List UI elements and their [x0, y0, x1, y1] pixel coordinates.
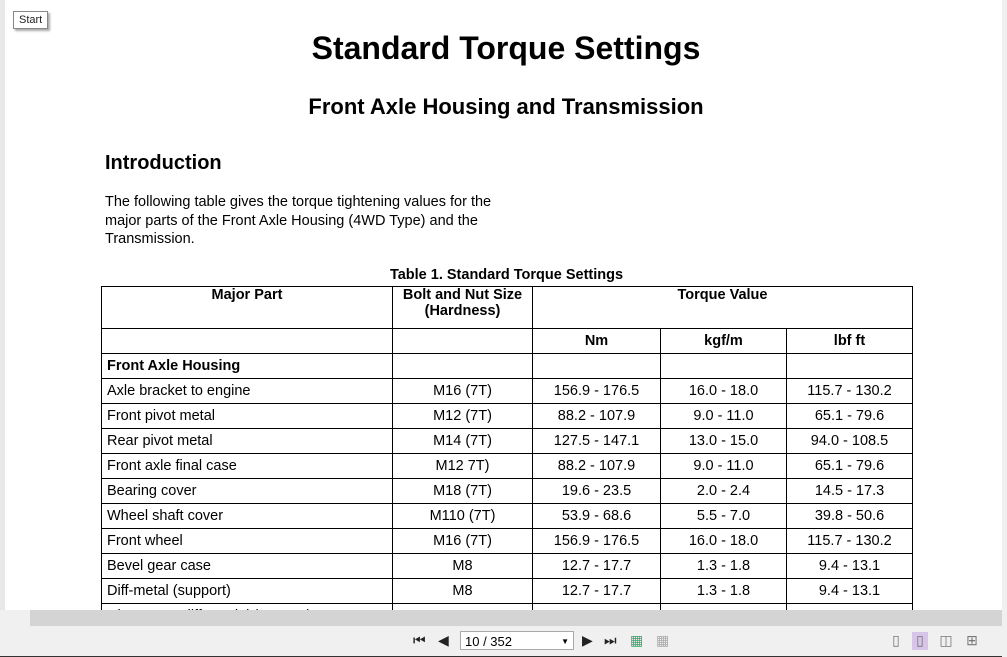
bolt-cell: M12 (7T) — [393, 404, 533, 429]
kgf-cell: 1.3 - 1.8 — [661, 554, 787, 579]
lbf-cell: 115.7 - 130.2 — [787, 379, 913, 404]
bolt-cell: M110 (7T) — [393, 504, 533, 529]
table-row — [102, 429, 913, 454]
kgf-cell: 16.0 - 18.0 — [661, 529, 787, 554]
lbf-cell: 39.8 - 50.6 — [787, 504, 913, 529]
lbf-cell: 14.5 - 17.3 — [787, 479, 913, 504]
part-cell: Wheel shaft cover — [102, 504, 393, 529]
nm-cell: 88.2 - 107.9 — [533, 404, 661, 429]
part-cell: Front wheel — [102, 529, 393, 554]
part-cell: Diff-metal (support) — [102, 579, 393, 604]
lbf-cell: 94.0 - 108.5 — [787, 429, 913, 454]
bolt-cell: M8 — [393, 554, 533, 579]
header-lbf: lbf ft — [787, 329, 913, 354]
lbf-cell: 65.1 - 79.6 — [787, 404, 913, 429]
nm-cell: 12.7 - 17.7 — [533, 579, 661, 604]
lbf-cell: 65.1 - 79.6 — [787, 454, 913, 479]
kgf-cell: 5.5 - 7.0 — [661, 504, 787, 529]
kgf-cell: 9.0 - 11.0 — [661, 454, 787, 479]
two-page-view-icon[interactable]: ◫ — [939, 632, 953, 648]
header-nm: Nm — [533, 329, 661, 354]
table-row — [102, 529, 913, 554]
fit-page-icon[interactable]: ▦ — [630, 632, 644, 648]
next-page-icon[interactable]: ▶ — [582, 632, 593, 648]
bolt-cell: M16 (7T) — [393, 529, 533, 554]
torque-table — [101, 286, 913, 629]
part-cell: Front axle final case — [102, 454, 393, 479]
start-button[interactable]: Start — [13, 11, 48, 29]
section-heading: Introduction — [105, 152, 222, 174]
page-selector[interactable] — [460, 631, 574, 650]
bolt-cell: M16 (7T) — [393, 379, 533, 404]
nm-cell: 88.2 - 107.9 — [533, 454, 661, 479]
page-subtitle: Front Axle Housing and Transmission — [308, 94, 704, 119]
bolt-cell: M14 (7T) — [393, 429, 533, 454]
nm-cell: 19.6 - 23.5 — [533, 479, 661, 504]
lbf-cell: 9.4 - 13.1 — [787, 554, 913, 579]
intro-text: The following table gives the torque tightening values for the major parts of the Front Axle Housing (4WD Type) and the Transmission. — [105, 194, 492, 247]
prev-page-icon[interactable]: ◀ — [438, 632, 449, 648]
table-row — [102, 404, 913, 429]
table-row — [102, 579, 913, 604]
first-page-icon[interactable]: ⏮ — [413, 632, 426, 648]
table-row — [102, 554, 913, 579]
nm-cell: 12.7 - 17.7 — [533, 554, 661, 579]
kgf-cell: 13.0 - 15.0 — [661, 429, 787, 454]
table-row — [102, 454, 913, 479]
table-row — [102, 379, 913, 404]
two-page-continuous-icon[interactable]: ⊞ — [966, 632, 978, 648]
nm-cell: 127.5 - 147.1 — [533, 429, 661, 454]
kgf-cell: 1.3 - 1.8 — [661, 579, 787, 604]
navigation-toolbar — [0, 626, 1002, 657]
chevron-down-icon[interactable]: ▼ — [561, 637, 569, 646]
fit-width-icon[interactable]: ▦ — [656, 632, 670, 648]
page-number: 10 / 352 — [465, 634, 512, 649]
bolt-cell: M12 7T) — [393, 454, 533, 479]
nm-cell: 53.9 - 68.6 — [533, 504, 661, 529]
header-major-part: Major Part — [102, 287, 393, 329]
header-bolt: Bolt and Nut Size (Hardness) — [393, 287, 533, 329]
header-torque: Torque Value — [533, 287, 913, 329]
page-title: Standard Torque Settings — [311, 30, 701, 66]
horizontal-scrollbar[interactable] — [30, 610, 1002, 626]
kgf-cell: 2.0 - 2.4 — [661, 479, 787, 504]
header-kgf: kgf/m — [661, 329, 787, 354]
bolt-cell: M8 — [393, 579, 533, 604]
continuous-view-icon[interactable]: ▯ — [912, 632, 928, 650]
kgf-cell: 16.0 - 18.0 — [661, 379, 787, 404]
kgf-cell: 9.0 - 11.0 — [661, 404, 787, 429]
nm-cell: 156.9 - 176.5 — [533, 529, 661, 554]
nm-cell: 156.9 - 176.5 — [533, 379, 661, 404]
group-row: Front Axle Housing — [102, 354, 393, 379]
bolt-cell: M18 (7T) — [393, 479, 533, 504]
table-row — [102, 504, 913, 529]
part-cell: Bearing cover — [102, 479, 393, 504]
lbf-cell: 115.7 - 130.2 — [787, 529, 913, 554]
lbf-cell: 9.4 - 13.1 — [787, 579, 913, 604]
table-caption: Table 1. Standard Torque Settings — [389, 267, 624, 283]
single-page-view-icon[interactable]: ▯ — [892, 632, 900, 648]
part-cell: Front pivot metal — [102, 404, 393, 429]
part-cell: Rear pivot metal — [102, 429, 393, 454]
last-page-icon[interactable]: ⏭ — [604, 632, 617, 648]
part-cell: Axle bracket to engine — [102, 379, 393, 404]
table-row — [102, 479, 913, 504]
part-cell: Bevel gear case — [102, 554, 393, 579]
